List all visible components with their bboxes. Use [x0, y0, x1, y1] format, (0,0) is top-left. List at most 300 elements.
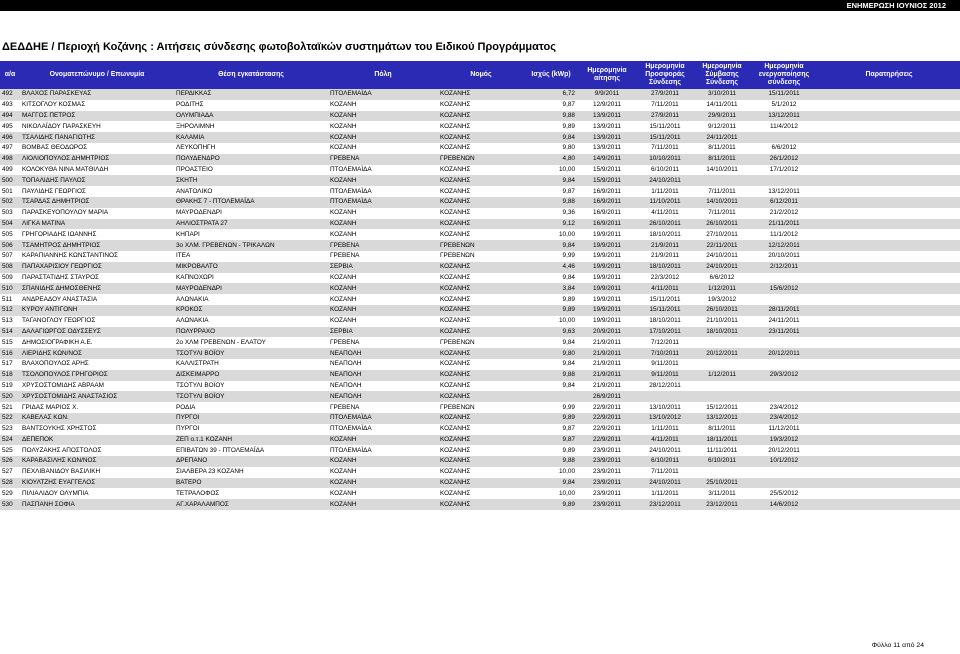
- table-cell: ΠΕΧΛΙΒΑΝΙΔΟΥ ΒΑΣΙΛΙΚΗ: [22, 468, 101, 476]
- table-cell: 13/9/2011: [593, 144, 621, 152]
- table-cell: 9,87: [562, 435, 575, 443]
- table-cell: 13/10/2012: [649, 414, 681, 422]
- table-cell: [818, 499, 960, 510]
- table-cell: ΚΟΖΑΝΗΣ: [440, 317, 471, 325]
- table-cell: 11/1/2012: [770, 230, 798, 238]
- table-cell: [818, 132, 960, 143]
- table-row: [0, 327, 960, 338]
- table-cell: ΚΟΖΑΝΗΣ: [440, 479, 471, 487]
- table-cell: ΚΟΖΑΝΗΣ: [440, 144, 471, 152]
- table-cell: 17/1/2012: [769, 165, 799, 173]
- table-cell: 505: [2, 230, 13, 238]
- table-cell: ΠΟΛΥΔΕΝΔΡΟ: [176, 155, 220, 163]
- table-cell: ΛΙΟΛΙΟΠΟΥΛΟΣ ΔΗΜΗΤΡΙΟΣ: [22, 155, 110, 163]
- table-cell: 7/11/2011: [651, 468, 679, 476]
- table-cell: 29/9/2011: [708, 111, 736, 119]
- table-cell: ΘΡΑΚΗΣ 7 - ΠΤΟΛΕΜΑΪΔΑ: [176, 198, 255, 206]
- table-cell: [818, 262, 960, 273]
- table-cell: 514: [2, 327, 13, 335]
- column-header: Παρατηρήσεις: [818, 61, 960, 89]
- table-cell: ΠΑΡΑΣΚΕΥΟΠΟΥΛΟΥ ΜΑΡΙΑ: [22, 209, 109, 217]
- table-cell: 29/3/2012: [769, 371, 799, 379]
- table-cell: ΚΟΖΑΝΗ: [330, 295, 357, 303]
- table-cell: 509: [2, 273, 13, 281]
- table-cell: 18/10/2011: [706, 327, 738, 335]
- table-cell: 494: [2, 111, 13, 119]
- table-cell: ΚΟΖΑΝΗ: [330, 144, 357, 152]
- table-cell: 9,80: [562, 349, 575, 357]
- table-cell: [818, 337, 960, 348]
- table-cell: 8/11/2011: [708, 144, 736, 152]
- table-cell: ΔΡΕΠΑΝΟ: [176, 457, 208, 465]
- table-cell: 9,87: [562, 187, 575, 195]
- table-cell: 7/11/2011: [651, 144, 679, 152]
- table-cell: ΚΟΖΑΝΗΣ: [440, 209, 471, 217]
- table-cell: 1/12/2011: [708, 284, 736, 292]
- table-cell: 497: [2, 144, 13, 152]
- table-cell: 15/6/2012: [769, 284, 799, 292]
- table-cell: 9,84: [562, 338, 575, 346]
- table-cell: 511: [2, 295, 13, 303]
- table-cell: ΣΕΡΒΙΑ: [330, 327, 353, 335]
- table-row: [0, 89, 960, 100]
- table-cell: ΚΟΖΑΝΗΣ: [440, 284, 471, 292]
- table-cell: 23/12/2011: [649, 500, 681, 508]
- table-cell: ΠΑΣΠΑΝΗ ΣΟΦΙΑ: [22, 500, 75, 508]
- table-row: [0, 499, 960, 510]
- table-cell: ΠΥΡΓΟΙ: [176, 414, 200, 422]
- table-cell: 21/9/2011: [593, 349, 621, 357]
- table-header-row: [0, 61, 960, 89]
- table-cell: ΛΕΥΚΟΠΗΓΗ: [176, 144, 216, 152]
- table-cell: 22/9/2011: [593, 425, 621, 433]
- table-cell: ΠΡΟΑΣΤΕΙΟ: [176, 165, 213, 173]
- table-body: [0, 89, 960, 510]
- table-cell: 4,80: [562, 155, 575, 163]
- table-cell: ΔΑΛΑΓΙΩΡΓΟΣ ΟΔΥΣΣΕΥΣ: [22, 327, 101, 335]
- table-row: [0, 154, 960, 165]
- table-cell: 6/10/2011: [708, 457, 736, 465]
- table-cell: ΠΤΟΛΕΜΑΪΔΑ: [330, 90, 372, 98]
- column-header: Ημερομηνία αίτησης: [578, 61, 636, 89]
- table-cell: ΚΟΖΑΝΗΣ: [440, 446, 471, 454]
- table-cell: ΚΟΖΑΝΗΣ: [440, 381, 471, 389]
- table-cell: 4,46: [562, 263, 575, 271]
- table-cell: 27/10/2011: [706, 230, 738, 238]
- table-cell: 20/12/2011: [768, 446, 800, 454]
- table-row: [0, 435, 960, 446]
- column-header: Ημερομηνία Σύμβασης Σύνδεσης: [694, 61, 750, 89]
- applications-table: [0, 61, 960, 510]
- table-row: [0, 208, 960, 219]
- table-cell: 15/9/2011: [593, 176, 621, 184]
- table-cell: ΚΟΖΑΝΗ: [330, 457, 357, 465]
- table-cell: 10/10/2011: [649, 155, 681, 163]
- table-cell: 23/9/2011: [593, 457, 621, 465]
- table-cell: 21/9/2011: [593, 371, 621, 379]
- table-cell: [818, 359, 960, 370]
- table-cell: 19/9/2011: [593, 263, 621, 271]
- table-cell: 10,00: [559, 165, 575, 173]
- table-cell: 517: [2, 360, 13, 368]
- table-cell: 508: [2, 263, 13, 271]
- table-cell: ΚΟΖΑΝΗΣ: [440, 295, 471, 303]
- column-header: Ημερομηνία Προσφοράς Σύνδεσης: [636, 61, 694, 89]
- table-cell: 9,88: [562, 457, 575, 465]
- table-cell: ΜΑΓΓΟΣ ΠΕΤΡΟΣ: [22, 111, 76, 119]
- table-cell: 15/11/2011: [649, 133, 681, 141]
- table-row: [0, 273, 960, 284]
- table-cell: ΠΤΟΛΕΜΑΪΔΑ: [330, 198, 372, 206]
- table-cell: 9,12: [562, 219, 575, 227]
- table-cell: [818, 229, 960, 240]
- table-row: [0, 229, 960, 240]
- table-cell: ΚΑΛΑΜΙΑ: [176, 133, 205, 141]
- table-cell: 6/10/2011: [651, 165, 679, 173]
- table-cell: 7/11/2011: [708, 209, 736, 217]
- table-cell: 1/11/2011: [651, 489, 679, 497]
- table-cell: 3,84: [562, 284, 575, 292]
- table-cell: 500: [2, 176, 13, 184]
- column-header: Θέση εγκατάστασης: [174, 61, 328, 89]
- table-cell: ΡΟΔΙΤΗΣ: [176, 101, 204, 109]
- table-row: [0, 305, 960, 316]
- table-cell: ΓΡΗΓΟΡΙΑΔΗΣ ΙΩΑΝΝΗΣ: [22, 230, 97, 238]
- table-cell: [818, 121, 960, 132]
- table-cell: 524: [2, 435, 13, 443]
- table-cell: ΓΡΕΒΕΝΑ: [330, 338, 360, 346]
- table-cell: 513: [2, 317, 13, 325]
- table-cell: 27/9/2011: [651, 111, 679, 119]
- table-cell: 10/1/2012: [769, 457, 799, 465]
- table-cell: ΚΥΡΟΥ ΑΝΤΙΓΟΝΗ: [22, 306, 78, 314]
- column-header: Ονοματεπώνυμο / Επωνυμία: [20, 61, 174, 89]
- table-cell: 26/10/2011: [649, 219, 681, 227]
- table-cell: 9,88: [562, 198, 575, 206]
- table-cell: 22/3/2012: [650, 273, 680, 281]
- table-cell: 523: [2, 425, 13, 433]
- table-cell: ΓΡΕΒΕΝΑ: [330, 241, 360, 249]
- table-cell: 503: [2, 209, 13, 217]
- table-cell: ΠΥΡΓΟΙ: [176, 425, 200, 433]
- table-cell: ΚΟΖΑΝΗΣ: [440, 392, 471, 400]
- table-cell: 19/9/2011: [593, 317, 621, 325]
- table-cell: 9,88: [562, 111, 575, 119]
- table-cell: 24/10/2011: [706, 263, 738, 271]
- table-cell: 13/9/2011: [593, 122, 621, 130]
- table-cell: 9,84: [562, 273, 575, 281]
- table-cell: 13/10/2011: [649, 403, 681, 411]
- table-cell: 22/9/2011: [593, 414, 621, 422]
- table-cell: ΚΟΖΑΝΗ: [330, 435, 357, 443]
- table-cell: ΞΗΡΟΛΙΜΝΗ: [176, 122, 215, 130]
- table-cell: 493: [2, 101, 13, 109]
- table-cell: 21/9/2011: [593, 338, 621, 346]
- table-cell: [818, 316, 960, 327]
- table-cell: 17/10/2011: [649, 327, 681, 335]
- table-cell: ΝΕΑΠΟΛΗ: [330, 349, 362, 357]
- table-cell: [818, 251, 960, 262]
- table-cell: 9,99: [562, 403, 575, 411]
- table-cell: [636, 391, 694, 402]
- table-cell: ΜΑΥΡΟΔΕΝΔΡΙ: [176, 209, 222, 217]
- table-cell: 506: [2, 241, 13, 249]
- table-cell: 4/11/2011: [651, 435, 679, 443]
- table-cell: 24/10/2011: [649, 446, 681, 454]
- table-cell: 526: [2, 457, 13, 465]
- table-cell: 9/11/2011: [651, 371, 679, 379]
- table-cell: [818, 175, 960, 186]
- table-row: [0, 402, 960, 413]
- table-cell: 492: [2, 90, 13, 98]
- table-cell: ΚΟΖΑΝΗΣ: [440, 360, 471, 368]
- table-cell: ΚΗΠΑΡΙ: [176, 230, 200, 238]
- table-cell: [818, 283, 960, 294]
- table-cell: [750, 359, 818, 370]
- table-cell: 529: [2, 489, 13, 497]
- table-cell: 21/11/2011: [768, 219, 800, 227]
- table-row: [0, 348, 960, 359]
- table-cell: [694, 467, 750, 478]
- table-cell: ΜΑΥΡΟΔΕΝΔΡΙ: [176, 284, 222, 292]
- table-cell: [818, 488, 960, 499]
- table-cell: [818, 435, 960, 446]
- table-cell: 24/10/2011: [706, 252, 738, 260]
- table-cell: 21/9/2011: [651, 241, 679, 249]
- table-cell: ΚΟΖΑΝΗΣ: [440, 165, 471, 173]
- table-cell: ΠΤΟΛΕΜΑΪΔΑ: [330, 165, 372, 173]
- table-cell: ΒΛΑΧΟΠΟΥΛΟΣ ΑΡΗΣ: [22, 360, 89, 368]
- table-cell: 26/10/2011: [706, 306, 738, 314]
- table-cell: ΚΟΖΑΝΗΣ: [440, 133, 471, 141]
- table-row: [0, 132, 960, 143]
- table-cell: 1/11/2011: [651, 187, 679, 195]
- table-cell: [818, 478, 960, 489]
- table-cell: 5/1/2012: [771, 101, 797, 109]
- table-cell: 9/9/2011: [594, 90, 620, 98]
- table-cell: [750, 391, 818, 402]
- table-cell: 9,36: [562, 209, 575, 217]
- table-cell: [818, 305, 960, 316]
- table-row: [0, 456, 960, 467]
- table-cell: [818, 219, 960, 230]
- table-cell: 522: [2, 414, 13, 422]
- table-cell: ΠΤΟΛΕΜΑΪΔΑ: [330, 446, 372, 454]
- table-cell: ΠΑΠΑΧΑΡΙΣΙΟΥ ΓΕΩΡΓΙΟΣ: [22, 263, 102, 271]
- table-cell: [818, 186, 960, 197]
- table-cell: 19/9/2011: [593, 306, 621, 314]
- table-cell: [818, 89, 960, 100]
- table-cell: ΑΝΑΤΟΛΙΚΟ: [176, 187, 213, 195]
- table-cell: 4/11/2011: [651, 209, 679, 217]
- table-cell: 16/9/2011: [593, 187, 621, 195]
- table-cell: ΑΝΔΡΕΑΔΟΥ ΑΝΑΣΤΑΣΙΑ: [22, 295, 98, 303]
- column-header: Πόλη: [328, 61, 438, 89]
- table-cell: 10,00: [559, 468, 575, 476]
- table-cell: 12/9/2011: [593, 101, 621, 109]
- table-cell: [818, 273, 960, 284]
- table-cell: 11/12/2011: [768, 425, 800, 433]
- table-cell: 9,89: [562, 306, 575, 314]
- table-cell: ΚΑΡΑΠΙΑΝΝΗΣ ΚΩΝΣΤΑΝΤΙΝΟΣ: [22, 252, 118, 260]
- table-cell: 8/11/2011: [708, 155, 736, 163]
- table-cell: [694, 381, 750, 392]
- table-row: [0, 359, 960, 370]
- table-cell: ΣΕΡΒΙΑ: [330, 263, 353, 271]
- table-cell: 8/11/2011: [708, 425, 736, 433]
- table-cell: 15/11/2011: [649, 295, 681, 303]
- table-cell: 23/9/2011: [593, 468, 621, 476]
- table-row: [0, 316, 960, 327]
- table-cell: ΤΕΤΡΑΛΟΦΟΣ: [176, 489, 220, 497]
- table-cell: ΓΡΕΒΕΝΩΝ: [440, 155, 475, 163]
- table-row: [0, 294, 960, 305]
- table-cell: [818, 467, 960, 478]
- table-cell: ΚΟΖΑΝΗΣ: [440, 371, 471, 379]
- table-cell: [818, 348, 960, 359]
- table-cell: 20/10/2011: [768, 252, 800, 260]
- table-cell: [818, 370, 960, 381]
- table-cell: ΚΟΖΑΝΗ: [330, 284, 357, 292]
- table-cell: ΠΤΟΛΕΜΑΪΔΑ: [330, 187, 372, 195]
- table-cell: 11/10/2011: [649, 198, 681, 206]
- table-cell: ΠΟΛΥΖΑΚΗΣ ΑΠΟΣΤΟΛΟΣ: [22, 446, 102, 454]
- table-row: [0, 381, 960, 392]
- table-row: [0, 467, 960, 478]
- page-number: Φύλλο 11 από 24: [871, 642, 924, 649]
- table-cell: [750, 478, 818, 489]
- table-cell: ΚΟΖΑΝΗΣ: [440, 349, 471, 357]
- table-cell: 14/9/2011: [593, 155, 621, 163]
- table-cell: ΓΡΕΒΕΝΩΝ: [440, 252, 475, 260]
- table-cell: 6/10/2011: [651, 457, 679, 465]
- table-cell: 518: [2, 371, 13, 379]
- table-cell: 519: [2, 381, 13, 389]
- table-cell: 7/10/2011: [651, 349, 679, 357]
- table-cell: 12/12/2011: [768, 241, 800, 249]
- table-cell: ΓΡΕΒΕΝΩΝ: [440, 403, 475, 411]
- table-cell: 515: [2, 338, 13, 346]
- column-header: Ημερομηνία ενεργοποίησης σύνδεσης: [750, 61, 818, 89]
- table-cell: [818, 456, 960, 467]
- table-cell: ΚΟΖΑΝΗ: [330, 176, 357, 184]
- table-cell: ΚΙΤΣΟΓΛΟΥ ΚΟΣΜΑΣ: [22, 101, 86, 109]
- table-cell: 24/11/2011: [768, 317, 800, 325]
- table-cell: 23/4/2012: [769, 403, 799, 411]
- table-cell: 6/6/2012: [771, 144, 797, 152]
- table-cell: ΚΟΖΑΝΗΣ: [440, 263, 471, 271]
- table-cell: 13/9/2011: [593, 111, 621, 119]
- table-cell: ΛΙΕΡΙΔΗΣ ΚΩΝ/ΝΟΣ: [22, 349, 82, 357]
- table-cell: 10,00: [559, 489, 575, 497]
- table-cell: ΑΓ.ΧΑΡΑΛΑΜΠΟΣ: [176, 500, 229, 508]
- table-cell: 21/10/2011: [706, 317, 738, 325]
- table-cell: [818, 154, 960, 165]
- table-cell: 19/3/2012: [769, 435, 799, 443]
- table-cell: 9,89: [562, 446, 575, 454]
- table-cell: 512: [2, 306, 13, 314]
- table-cell: 9,99: [562, 252, 575, 260]
- table-cell: ΝΕΑΠΟΛΗ: [330, 392, 362, 400]
- table-cell: ΠΑΥΛΙΔΗΣ ΓΕΩΡΓΙΟΣ: [22, 187, 86, 195]
- table-cell: 16/9/2011: [593, 198, 621, 206]
- table-cell: ΔΕΠΕΠΟΚ: [22, 435, 54, 443]
- table-cell: ΚΟΖΑΝΗΣ: [440, 435, 471, 443]
- table-cell: 25/10/2011: [706, 479, 738, 487]
- table-cell: ΚΟΖΑΝΗΣ: [440, 230, 471, 238]
- table-cell: ΧΡΥΣΟΣΤΟΜΙΔΗΣ ΑΒΡΑΑΜ: [22, 381, 104, 389]
- table-cell: ΠΕΡΔΙΚΚΑΣ: [176, 90, 212, 98]
- table-cell: ΤΣΑΡΔΑΣ ΔΗΜΗΤΡΙΟΣ: [22, 198, 90, 206]
- table-cell: [818, 294, 960, 305]
- table-cell: 520: [2, 392, 13, 400]
- table-cell: ΚΟΖΑΝΗΣ: [440, 111, 471, 119]
- table-cell: 501: [2, 187, 13, 195]
- table-cell: 23/9/2011: [593, 500, 621, 508]
- table-cell: 9,84: [562, 381, 575, 389]
- table-cell: ΚΟΖΑΝΗ: [330, 489, 357, 497]
- table-cell: ΚΟΖΑΝΗ: [330, 122, 357, 130]
- table-cell: 16/9/2011: [593, 219, 621, 227]
- table-cell: ΠΤΟΛΕΜΑΪΔΑ: [330, 414, 372, 422]
- table-cell: ΤΣΟΤΥΛΙ ΒΟΪΟΥ: [176, 381, 225, 389]
- table-cell: [818, 391, 960, 402]
- table-cell: 9,87: [562, 101, 575, 109]
- table-cell: 9,84: [562, 133, 575, 141]
- table-cell: [818, 240, 960, 251]
- table-cell: ΒΑΝΤΣΟΥΚΗΣ ΧΡΗΣΤΟΣ: [22, 425, 97, 433]
- table-row: [0, 240, 960, 251]
- table-cell: ΒΑΤΕΡΟ: [176, 479, 202, 487]
- table-cell: [750, 337, 818, 348]
- table-row: [0, 262, 960, 273]
- table-cell: [818, 402, 960, 413]
- table-cell: [524, 391, 578, 402]
- table-cell: 26/10/2011: [706, 219, 738, 227]
- table-cell: ΚΟΖΑΝΗΣ: [440, 90, 471, 98]
- table-cell: ΟΛΥΜΠΙΑΔΑ: [176, 111, 214, 119]
- table-row: [0, 100, 960, 111]
- table-cell: ΚΟΖΑΝΗ: [330, 317, 357, 325]
- table-cell: [818, 100, 960, 111]
- table-cell: 3ο ΧΛΜ. ΓΡΕΒΕΝΩΝ - ΤΡΙΚΑΛΩΝ: [176, 241, 275, 249]
- table-cell: 14/10/2011: [706, 198, 738, 206]
- table-cell: ΙΤΕΑ: [176, 252, 191, 260]
- table-cell: [694, 359, 750, 370]
- table-cell: [818, 424, 960, 435]
- table-cell: ΤΑΓΑΝΟΓΛΟΥ ΓΕΩΡΓΙΟΣ: [22, 317, 96, 325]
- table-cell: 9,84: [562, 241, 575, 249]
- table-cell: 21/2/2012: [769, 209, 799, 217]
- table-cell: ΚΟΖΑΝΗ: [330, 101, 357, 109]
- top-banner: [0, 0, 960, 11]
- table-cell: 11/4/2012: [770, 122, 798, 130]
- table-cell: 7/11/2011: [651, 101, 679, 109]
- table-cell: 19/9/2011: [593, 284, 621, 292]
- table-row: [0, 424, 960, 435]
- table-row: [0, 219, 960, 230]
- table-row: [0, 488, 960, 499]
- table-cell: ΖΕΠ ο.τ.1 ΚΟΖΑΝΗ: [176, 435, 232, 443]
- table-cell: 28/11/2011: [768, 306, 800, 314]
- table-cell: ΚΟΖΑΝΗΣ: [440, 187, 471, 195]
- column-header: Νομός: [438, 61, 524, 89]
- table-cell: [694, 391, 750, 402]
- table-cell: 9,88: [562, 371, 575, 379]
- table-cell: 24/11/2011: [706, 133, 738, 141]
- table-cell: ΚΙΟΥΛΤΖΗΣ ΕΥΑΓΓΕΛΟΣ: [22, 479, 96, 487]
- table-cell: ΠΤΟΛΕΜΑΪΔΑ: [330, 425, 372, 433]
